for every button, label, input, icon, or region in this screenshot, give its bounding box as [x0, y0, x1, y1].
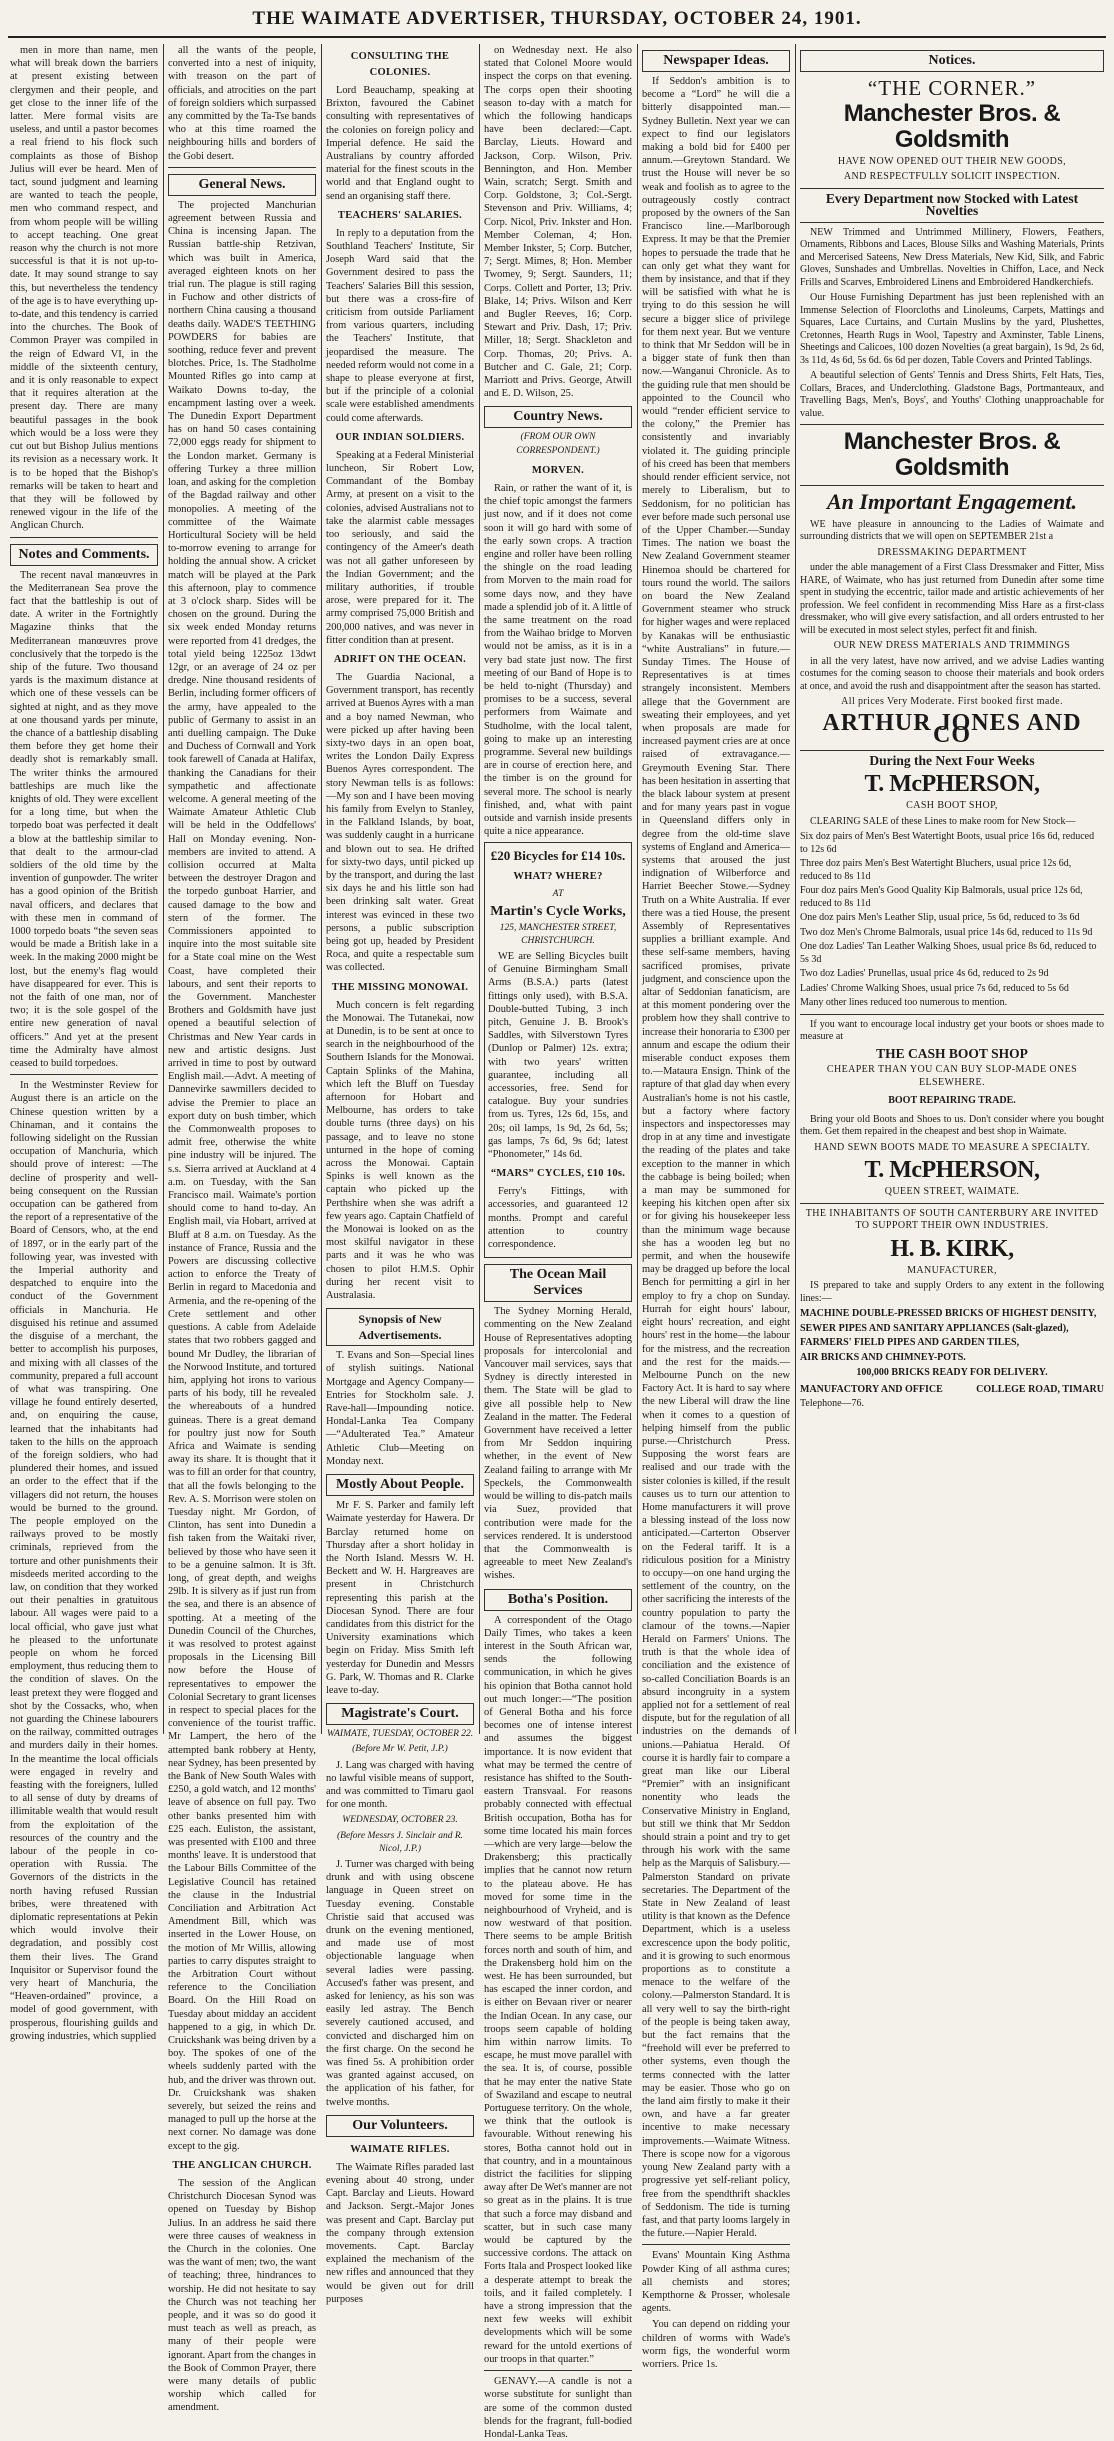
- kirk-heading: H. B. KIRK,: [890, 1235, 1014, 1262]
- column-1: [10, 44, 158, 2042]
- article-body: The Sydney Morning Herald, commenting on the New Zealand House of Representatives adopting proposals for intercolonial and Vancouver mail services, says that Sydney is directly interested in them. The State will be glad to give all possible help to New Zealand in the matter. The Federal Government have received a letter from Mr Seddon inquiring whether, in the event of New Zealand failing to arrange with Mr Speckels, the Commonwealth would be willing to dis-patch mails via Suez, provided that contribution were made for the services rendered. It is understood that the Commonwealth is agreeable to meet New Zealand's wishes.: [484, 1306, 632, 1582]
- article-body: The Guardia Nacional, a Government transport, has recently arrived at Buenos Ayres with a man and a boy named Newman, who were picked up after having been sixty-two days in an open boat, writes the London Daily Express Buenos Ayres correspondent. The story Newman tells is as follows:—My son and I have been moving his family from Evelyn to Stanley, in the Falkland Islands, by boat, was suddenly caught in a hurricane and blown out to sea. He drifted for sixty-two days, until picked up by the transport, and during the last six days he and his little son had been drinking salt water. Great interest was evinced in these two persons, a public subscription being got up, headed by President Roca, and quite a respectable sum was collected.: [326, 671, 474, 974]
- trimmings-heading: OUR NEW DRESS MATERIALS AND TRIMMINGS: [833, 640, 1071, 651]
- bench-line: (Before Messrs J. Sinclair and R. Nicol, J.P.): [336, 1830, 464, 1854]
- article-heading: WAIMATE RIFLES.: [350, 2143, 450, 2155]
- section-heading: General News.: [168, 174, 316, 196]
- notices-heading: Notices.: [800, 50, 1104, 72]
- bicycle-ad-at: AT: [552, 889, 564, 900]
- article-body: Lord Beauchamp, speaking at Brixton, favoured the Cabinet consulting with representatives of the colonies on foreign policy and Imperial defence. He said the Australians by country afforded material for the finest scouts in the world and that England ought to send an organising staff there.: [326, 85, 474, 202]
- hand-sewn-line: HAND SEWN BOOTS MADE TO MEASURE A SPECIALTY.: [814, 1141, 1090, 1153]
- article-body: J. Turner was charged with being drunk and with using obscene language in Queen street on Tuesday evening. Constable Christie said that accused was drunk on the evening mentioned, and made use of most objectionable language when several ladies were passing. Accused's father was present, and asked for leniency, as his son was easily led astray. The Bench severely cautioned accused, and convicted and discharged him on the first charge. On the second he was fined 5s. A prohibition order was granted against accused, on the application of his father, for twelve months.: [326, 1858, 474, 2108]
- article-body: The Waimate Rifles paraded last evening about 40 strong, under Capt. Barclay and Lieuts. Howard and Jackson. Sergt.-Major Jones was present and Capt. Barclay put the company through extension movements. Capt. Barclay explained the mechanism of the new rifles and announced that they would be given out for drill purposes: [326, 2161, 474, 2305]
- article-body: In the Westminster Review for August there is an article on the Chinese question written by a Chinaman, and it contains the following sidelight on the Russian occupation of Manchuria, which should prove of interest: —The decline of prosperity and well-being consequent on the Russian occupation can be gathered from the report of a representative of the Board of Censors, who, at the end of 1897, or in the early part of the following year, was invested with the Imperial authority and despatched to enquire into the conduct of the Government officials in Manchuria. He disguised his retinue and assumed the disguise of a merchant, the better to accomplish his purposes, and mixing with all classes of the community, prepared a full account of what was transpiring. One village he found entirely deserted, and, on enquiring the cause, learned that the inhabitants had taken to the hills on the approach of the foreign soldiers, who had plundered their homes, and issued an order to the effect that if the villagers did not return, the houses would be burned to the ground. The people employed on the railways proved to be mostly criminals, reprieved from the torture and other punishments their misdeeds merited according to the law, on condition that they worked out their penalties in gratuitous labour. All wages were paid to a local official, who gave just what he pleased to the unfortunate people on whom he forced employment, thus reducing them to the condition of slaves. On the least pretext they were flogged and shot by the Cossacks, who, when not guarding the Chinese labourers on the railway, committed outrages and murders daily in their homes. In the meantime the local officials were engaged in revelry and feasting with the foreigners, lulled to all sense of duty by dreams of illimitable wealth that would result from the exploitation of the resources of the country and the labour of the people in co-operation with Russia. The Governors of the districts in the north having refused Russian bribes, were threatened with diplomatic representations at Pekin which would involve their degradation, and possibly cost them their lives. The Grand Inquisitor or Supervisor found the very heart of Manchuria, the “Heaven-ordained” province, a model of good government, with prosperous, flourishing guilds and growing industries, which supplied: [10, 1080, 158, 2042]
- divider: [800, 750, 1104, 751]
- masthead-rule: [8, 36, 1106, 38]
- advert-body: If you want to encourage local industry get your boots or shoes made to measure at: [800, 1018, 1104, 1042]
- list-item: FARMERS' FIELD PIPES AND GARDEN TILES,: [800, 1337, 1020, 1348]
- section-heading: Botha's Position.: [484, 1589, 632, 1611]
- list-item: 100,000 BRICKS READY FOR DELIVERY.: [856, 1367, 1048, 1378]
- column-rule: [479, 44, 480, 1734]
- telephone-line: Telephone—76.: [800, 1398, 865, 1409]
- every-department-heading: Every Department now Stocked with Latest Novelties: [825, 190, 1079, 218]
- prices-line: All prices Very Moderate. First booked first made.: [841, 696, 1063, 707]
- divider: [800, 424, 1104, 425]
- article-body: Rain, or rather the want of it, is the chief topic amongst the farmers just now, and if it does not come soon it will go hard with some of the early sown crops. A traction engine and roller have been rolling the shingle on the road leading from Morven to the main road for some days now, and they have made a splendid job of it. A little of the same treatment on the road from the Waihao bridge to Morven would not be amiss, as it is in a very bad state just now. The first meeting of our Band of Hope is to be held to-night (Thursday) and promises to be a success, several performers from Waimate and Studholme, with the local talent, going to make up an interesting programme. Several new buildings are in course of erection here, and the timber is on the ground for several more. The school is nearly finished, and, what with paint outside and varnish inside presents quite a nice appearance.: [484, 482, 632, 838]
- article-heading: CONSULTING THE COLONIES.: [350, 51, 450, 78]
- article-body: The recent naval manœuvres in the Mediterranean Sea prove the fact that the battleship is out of date. A writer in the Fortnightly Magazine thinks that the Mediterranean manœuvres prove conclusively that the torpedo is the ship of the future. Two thousand yards is the maximum distance at which one of these vessels can be sighted at night, and as they move at one thousand yards per minute, the chance of a battleship disabling them before they get home their deadly shot is remarkably small. The writer thinks the armoured battleships are much like the knights of old. They were excellent for a long time, but when the torpedo boat was perfected it dealt a blow at the battleship similar to that dealt to the armour-clad soldiers of the old time by the invention of gunpowder. The writer has a good opinion of the British naval officers, and declares that with these men in command of 1000 torpedo boats “the seven seas would be made a British lake in a week. In the making 2000 might be lost, but the enemy's flag would have disappeared for ever. This is not the faith of one man, nor of two; it is the sole gospel of the entire new generation of naval officers.” And yet at the present time the Admiralty have almost ceased to build torpedoes.: [10, 569, 158, 1070]
- mcpherson-heading: T. McPHERSON,: [864, 1157, 1040, 1183]
- list-item: MACHINE DOUBLE-PRESSED BRICKS OF HIGHEST DENSITY,: [800, 1308, 1097, 1319]
- article-heading: OUR INDIAN SOLDIERS.: [335, 431, 465, 443]
- article-body: In reply to a deputation from the Southland Teachers' Institute, Sir Joseph Ward said that the Government desired to pass the Teachers' Salaries Bill this session, but there was a cross-fire of criticism from outside Parliament from various quarters, including the Teachers' Institute, that jeopardised the measure. The needed reform would not come in a shape to please everyone at first, but if the principle of a colonial scale were established amendments could come afterwards.: [326, 227, 474, 424]
- column-rule: [163, 44, 164, 1734]
- bicycle-ad-mars: “MARS” CYCLES, £10 10s.: [490, 1168, 626, 1180]
- section-heading: Magistrate's Court.: [326, 1703, 474, 1725]
- article-body: The session of the Anglican Christchurch Diocesan Synod was opened on Tuesday by Bishop Julius. In an address he said there were three causes of weakness in the Church in the colonies. One was the want of men; two, the want of teaching; three, hindrances to worship. He did not hesitate to say the Church was not teaching her people, and it was so do good it must teach as well as preach, as many of their people were ignorant. Apart from the changes in the Book of Common Prayer, there were many details of public worship which called for amendment.: [168, 2177, 316, 2414]
- list-item: Three doz pairs Men's Best Watertight Bluchers, usual price 12s 6d, reduced to 8s 11d: [800, 858, 1072, 882]
- article-continuation: on Wednesday next. He also stated that Colonel Moore would inspect the corps on that evening. The corps open their shooting season to-day with a match for which the following handicaps have been declared:—Capt. Barclay, Lieuts. Howard and Jackson, Corp. Wilson, Priv. Bennington, and Hon. Member Wain, scratch; Sergt. Smith and Corp. Goldstone, 3; Col.-Sergt. Stevenson and Priv. Williams, 4; Corp. Nicol, Priv. Inkster and Hon. Member Coleman, 4; Hon. Member Inkster, 5; Corp. Butcher, 7; Sergt. Mimes, 8; Hon. Member Twomey, 9; Sergt. Saunders, 11; Corps. Collett and Porter, 13; Priv. Blake, 14; Privs. Wilson and Kerr and Bugler Reeves, 16; Corp. Stewart and Priv. Dash, 17; Priv. Miller, 18; Sergt. Shackleton and Corp. Thomas, 20; Privs. A. Butcher and C. Gale, 21; Corp. Marriott and Privs. George, Atwill and E. D. Wilson, 25.: [484, 45, 632, 400]
- list-item: Two doz Men's Chrome Balmorals, usual price 14s 6d, reduced to 11s 9d: [800, 926, 1093, 938]
- list-item: Ladies' Chrome Walking Shoes, usual price 7s 6d, reduced to 5s 6d: [800, 982, 1069, 994]
- clearing-sale: CLEARING SALE of these Lines to make room for New Stock—: [810, 815, 1076, 827]
- factory-label: MANUFACTORY AND OFFICE: [800, 1383, 943, 1395]
- divider: [10, 537, 158, 538]
- column-rule: [321, 44, 322, 1734]
- corner-heading: “THE CORNER.”: [867, 76, 1037, 100]
- article-body: Mr F. S. Parker and family left Waimate yesterday for Hawera. Dr Barclay returned home on Thursday after a short holiday in the North Island. Messrs W. H. Beckett and W. H. Hargreaves are present in Christchurch representing this parish at the Diocesan Synod. There are four candidates from this district for the University examinations which begin on Friday. Miss Smith left yesterday for Dunedin and Messrs G. Park, W. Thomas and R. Clarke leave to-day.: [326, 1500, 474, 1696]
- list-item: One doz Ladies' Tan Leather Walking Shoes, usual price 8s 6d, reduced to 5s 3d: [800, 941, 1097, 965]
- advert-body: IS prepared to take and supply Orders to any extent in the following lines:—: [800, 1280, 1104, 1304]
- list-item: Two doz Ladies' Prunellas, usual price 4s 6d, reduced to 2s 9d: [800, 968, 1049, 979]
- mcpherson-heading: T. McPHERSON,: [864, 771, 1040, 797]
- dateline: WAIMATE, TUESDAY, OCTOBER 22.: [326, 1729, 474, 1740]
- address-line: QUEEN STREET, WAIMATE.: [884, 1186, 1020, 1197]
- advert-body: in all the very latest, have now arrived, and we advise Ladies wanting costumes for the coming season to choose their materials and book orders at once, and avoid the rush and disappointment after the season has started.: [800, 655, 1104, 692]
- advert-body: Bring your old Boots and Shoes to us. Don't consider where you bought them. Get them repaired in the cheapest and best shop in Waimate.: [800, 1113, 1104, 1137]
- divider: [642, 2244, 790, 2245]
- cheaper-line: CHEAPER THAN YOU CAN BUY SLOP-MADE ONES ELSEWHERE.: [826, 1064, 1078, 1088]
- cash-boot-shop-heading: THE CASH BOOT SHOP: [876, 1045, 1028, 1061]
- inspection-line: AND RESPECTFULLY SOLICIT INSPECTION.: [843, 171, 1061, 182]
- bicycle-ad: [484, 842, 632, 1258]
- article-body: A correspondent of the Otago Daily Times, who takes a keen interest in the South African war, sends the following communication, in which he gives his opinion that Botha cannot hold out much longer:—“The position of General Botha and his force becomes one of intense interest and assumes the biggest importance. It is now evident that what may be termed the centre of resistance has shifted to the South-eastern Transvaal. For reasons probably connected with effectual British occupation, Botha has for some time located his main forces—which are very large—below the Drakensberg; this practically implies that he cannot now return to the plateau above. He has moved for some time in the neighbourhood of Vryheid, and is now westward of that position. There seems to be ample British forces north and south of him, and the Drakensberg hold him on the west. He has been surrounded, but has escaped the inner cordon, and is either on Bevaan river or nearer the Indian Ocean. In any case, our troops seem capable of holding him within narrow limits. To escape, he must move parallel with the sea. It is, of course, possible that he may enter the native State of Swaziland and escape to neutral Portuguese territory. On the whole, we think that the outlook is favourable. Without renewing his stores, Botha cannot hold out in that country, and in a mountainous district the facilities for slipping away after De Wet's manner are not so great as in the plains. It is true that such a force may disband and scatter, but in such case many would be captured by the successive cordons. The attack on Forts Itala and Prospect looked like a desperate attempt to break the toils, and it failed completely. I have a strong impression that the next few weeks will exhibit developments which will be some reward for the untold exertions of our troops in that quarter.”: [484, 1614, 632, 2365]
- section-heading: Our Volunteers.: [326, 2115, 474, 2137]
- column-rule: [795, 44, 796, 1734]
- place-heading: MORVEN.: [531, 464, 585, 476]
- article-heading: THE ANGLICAN CHURCH.: [172, 2159, 312, 2171]
- bicycle-ad-address: 125, MANCHESTER STREET, CHRISTCHURCH.: [499, 922, 617, 946]
- engagement-heading: An Important Engagement.: [826, 489, 1077, 514]
- list-item: Six doz pairs of Men's Best Watertight Boots, usual price 16s 6d, reduced to 12s 6d: [800, 831, 1095, 855]
- factory-line: [800, 1384, 1104, 1397]
- section-heading: Newspaper Ideas.: [642, 50, 790, 72]
- tea-advertisement: GENAVY.—A candle is not a worse substitute for sunlight than are some of the common dusted blends for the fragrant, full-bodied Hondal-Lanka Teas.: [484, 2376, 632, 2440]
- bicycle-ad-body: Ferry's Fittings, with accessories, and guaranteed 12 months. Prompt and careful attention to country correspondence.: [488, 1186, 628, 1251]
- byline: (FROM OUR OWN CORRESPONDENT.): [516, 432, 600, 456]
- inhabitants-line: THE INHABITANTS OF SOUTH CANTERBURY ARE INVITED TO SUPPORT THEIR OWN INDUSTRIES.: [805, 1207, 1099, 1231]
- column-5: [642, 44, 791, 2370]
- section-heading: The Ocean Mail Services: [484, 1264, 632, 1302]
- section-heading: Synopsis of New Advertisements.: [326, 1308, 474, 1346]
- column-2: [168, 44, 316, 2414]
- article-body: Speaking at a Federal Ministerial luncheon, Sir Robert Low, Commandant of the Bombay Army, at present on a visit to the colonies, advised Australians not to take the alarmist cable messages too seriously, and said the contingency of the Ameer's death was not all gather unforeseen by the Indian Government; and the military authorities, if trouble arose, were prepared for it. The army comprised 75,000 British and 200,000 natives, and was never in fitter condition than at present.: [326, 449, 474, 646]
- article-body: T. Evans and Son—Special lines of stylish suitings. National Mortgage and Agency Company—Entries for Stockholm sale. J. Rave-hall—Impounding notice. Hondal-Lanka Tea Company—“Adulterated Tea.” Amateur Athletic Club—Meeting on Monday next.: [326, 1350, 474, 1467]
- advert-body: under the able management of a First Class Dressmaker and Fitter, Miss HARE, of Waimate, who has just returned from Dunedin after some time spent in studying the eccentric, tailor made and artistic achievements of her profession. We feel confident in recommending Miss Hare as a first-class dressmaker, who will give every satisfaction, and all orders entrusted to her will be executed in most select styles, perfect fit and finish.: [800, 562, 1104, 636]
- list-item: SEWER PIPES AND SANITARY APPLIANCES (Salt-glazed),: [800, 1322, 1069, 1334]
- article-continuation: all the wants of the people, converted into a nest of iniquity, with treason on the part of officials, and atrocities on the part of foreign soldiers which surpassed any committed by the Ta-Tse bands who at this time roamed the neighbouring hills and borders of the Gobi desert.: [168, 45, 316, 162]
- article-heading: TEACHERS' SALARIES.: [337, 209, 463, 221]
- advertisement-column: [800, 44, 1104, 1734]
- bicycle-ad-body: WE are Selling Bicycles built of Genuine Birmingham Small Arms (B.S.A.) parts (latest fittings only used), with B.S.A. Double-butted Tubing, 3 inch pitch, Genuine J. B. Brook's Saddles, with Silverstown Tyres (Dunlop or Palmer) 12s. extra; with two years' written guarantee, including all accessories, free. Send for catalogue. Buy your sundries from us. Tyres, 12s 6d, 15s, and 20s; oil lamps, 1s 9d, 2s 6d, 5s; gas lamps, 7s 6d, 9s 6d; latest “Phonometer,” 14s 6d.: [488, 950, 628, 1161]
- new-goods-line: HAVE NOW OPENED OUT THEIR NEW GOODS,: [837, 155, 1067, 167]
- worm-advertisement: You can depend on ridding your children of worms with Wade's worm figs, the wonderful worm worriers. Price 1s.: [642, 2319, 790, 2370]
- divider: [10, 1074, 158, 1075]
- section-heading: Notes and Comments.: [10, 544, 158, 566]
- advert-body: Our House Furnishing Department has just been replenished with an Immense Selection of Floorcloths and Linoleums, Carpets, Mattings and Squares, Lace Curtains, and Curtain Muslins by the yard, Plushettes, Cretonnes, Hearth Rugs in Wool, Tapestry and Axminster, Table Linens, Sheetings and Calicoes, 100 dozen Novelties (a great bargain), 1s 9d, 2s 6d, 3s 11d, 4s 6d, 5s 6d. 6s 6d per dozen, Table Covers and Printed Tablings.: [800, 292, 1104, 366]
- article-body: J. Lang was charged with having no lawful visible means of support, and was committed to Timaru gaol for one month.: [326, 1759, 474, 1811]
- kirk-list: [800, 1308, 1104, 1380]
- divider: [800, 1014, 1104, 1015]
- manchester-bros-heading: Manchester Bros. & Goldsmith: [843, 428, 1061, 481]
- column-3: [326, 44, 474, 2305]
- article-heading: ADRIFT ON THE OCEAN.: [333, 653, 467, 665]
- divider: [800, 1203, 1104, 1204]
- advert-body: NEW Trimmed and Untrimmed Millinery, Flowers, Feathers, Ornaments, Ribbons and Laces, Blouse Silks and Washing Materials, Prints and Mercerised Sateens, New Dress Materials, New Kid, Silk, and Fabric Gloves, Sunshades and Umbrellas. Novelties in Chiffon, Lace, and Neck Frills and Scarves, Embroidered Linens and Embroidered Handkerchiefs.: [800, 226, 1104, 288]
- article-heading: THE MISSING MONOWAI.: [331, 981, 469, 993]
- list-item: AIR BRICKS AND CHIMNEY-POTS.: [800, 1351, 966, 1363]
- factory-location: COLLEGE ROAD, TIMARU: [976, 1383, 1104, 1395]
- list-item: Many other lines reduced too numerous to mention.: [800, 997, 1008, 1008]
- clearing-list: [800, 831, 1104, 1010]
- dateline: WEDNESDAY, OCTOBER 23.: [342, 1815, 458, 1826]
- divider: [800, 222, 1104, 223]
- cash-shop-line: CASH BOOT SHOP,: [906, 800, 998, 811]
- bicycle-ad-shop: Martin's Cycle Works,: [490, 903, 626, 919]
- advert-body: A beautiful selection of Gents' Tennis and Dress Shirts, Felt Hats, Ties, Collars, Braces, and Underclothing. Gladstone Bags, Portmanteaux, and Travelling Bags, Men's, Boys', and Youths' Clothing unapproachable for value.: [800, 370, 1104, 419]
- list-item: Four doz pairs Men's Good Quality Kip Balmorals, usual price 12s 6d, reduced to 8s 11d: [800, 885, 1083, 909]
- manufacturer-line: MANUFACTURER,: [907, 1264, 997, 1276]
- repairing-heading: BOOT REPAIRING TRADE.: [888, 1095, 1016, 1106]
- article-body: The projected Manchurian agreement between Russia and China is incensing Japan. The Russian battle-ship Retzivan, which was built in America, averaged eighteen knots on her trial run. The plague is still raging in Fuchow and other districts of northern China causing a thousand deaths daily. WADE'S TEETHING POWDERS for babies are soothing, reduce fever and prevent blotches. Price, 1s. The Stadholme Mounted Rifles go into camp at Waikato Downs to-day, the encampment lasting over a week. The Dunedin Export Department has on hand 50 cases containing 72,000 eggs ready for shipment to the London market. Germany is offering Turkey a three million loan, and asking for the completion of the Bagdad railway and other monopolies. A meeting of the committee of the Waimate Horticultural Society will be held to-morrow evening to arrange for holding the annual show. A cricket match will be played at the Park this afternoon, play to commence at 3 o'clock sharp. Sides will be chosen on the ground. During the six week ended Monday returns were reported from 41 dredges, the total yield being 1225oz 13dwt 12gr, or an average of 24 oz per dredge. Nine thousand residents of Berlin, including former officers of the army, have appealed to the public of Germany to assist in an anti duelling campaign. The Duke and Duchess of Cornwall and York took farewell of Canada at Halifax, thanking the Canadians for their sympathetic and affectionate welcome. A general meeting of the Waimate Amateur Athletic Club will be held in the Oddfellows' Hall on Monday evening. Non-members are invited to attend. A collision occurred at Malta between the destroyer Dragon and the torpedo gunboat Harrier, and caused damage to the bow and stern of the former. The Commissioners appointed to inquire into the most suitable site for a State coal mine on the West Coast, have completed their labours, and sent their reports to the Government. Manchester Brothers and Goldsmith have just opened a beautiful selection of Christmas and New Year cards in new and artistic designs. Just arrived in time to post by outward English mail.—Advt. A meeting of Dannevirke sawmillers decided to advise the Premier to place an export duty on bush timber, which the Commonwealth proposes to admit free, otherwise the white pine industry will be injured. The s.s. Sierra arrived at Auckland at 4 a.m. on Tuesday, with the San Francisco mail. Waimate's portion should come to hand to-day. An English mail, via Hobart, arrived at Bluff at 8 a.m. on Tuesday. As the instance of France, Russia and the Powers are discussing collective action to enforce the Treaty of Berlin in regard to Macedonia and Armenia, and the re-opening of the Crete settlement and other questions. A cable from Adelaide states that two robbers gagged and bound Mr Dudley, the librarian of the Norwood Institute, and tortured him, applying hot irons to various parts of his body, till he revealed the whereabouts of a hundred guineas. There is a great demand for poultry just now for South Africa and Waimate is sending away its share. It is thought that it was to fill an order for that country, that all the fowls belonging to the Rev. A. S. Morrison were stolen on Tuesday night. Mr Gordon, of Clinton, has sent into Dunedin a fish taken from the Waitaki river, believed by those who have seen it to be a genuine salmon. It is 3ft. long, of great depth, and weighs 29lb. It is silvery as if just run from the sea, and there is an absence of spotting. At a meeting of the Dunedin Council of the Churches, it was resolved to protest against proposals in the Licensing Bill now before the House of representatives to empower the Colonial Secretary to grant licenses in respect to special places for the convenience of the tourist traffic. Mr Lampert, the hero of the attempted bank robbery at Henty, near Sydney, has been presented by the Bank of New South Wales with £250, a gold watch, and 12 months' leave of absence on full pay. Two other banks presented him with £25 each. Euliston, the assistant, was presented with £100 and three months' leave. It is understood that the Labour Bills Committee of the Legislative Council has retained the clause in the Industrial Conciliation and Arbitration Act Amendment Bill, which was inserted in the Lower House, on the motion of Mr Willis, allowing parties to carry disputes straight to the Arbitration Court without reference to the Conciliation Board. On the Hill Road on Tuesday about midday an accident happened to a gig, in which Dr. Cruickshank was being driven by a boy. The spokes of one of the wheels suddenly parted with the hub, and the driver was thrown out. Dr. Cruickshank was shaken severely, but seized the reins and managed to pull up the horse at the next corner. No damage was done except to the gig.: [168, 199, 316, 2152]
- section-heading: Country News.: [484, 406, 632, 428]
- divider: [800, 485, 1104, 486]
- bench-line: (Before Mr W. Petit, J.P.): [352, 1744, 448, 1755]
- column-rule: [637, 44, 638, 1734]
- advert-body: WE have pleasure in announcing to the Ladies of Waimate and surrounding districts that we will open on SEPTEMBER 21st a: [800, 518, 1104, 542]
- asthma-advertisement: Evans' Mountain King Asthma Powder King of all asthma cures; all chemists and stores; Kempthorne & Prosser, wholesale agents.: [642, 2250, 790, 2315]
- arthur-jones-heading: ARTHUR JONES AND CO: [822, 709, 1082, 748]
- list-item: One doz pairs Men's Leather Slip, usual price, 5s 6d, reduced to 3s 6d: [800, 912, 1080, 923]
- bicycle-ad-question: WHAT? WHERE?: [513, 871, 603, 883]
- masthead: THE WAIMATE ADVERTISER, THURSDAY, OCTOBER 24, 1901.: [252, 8, 862, 29]
- article-body: If Seddon's ambition is to become a “Lord” he will die a bitterly disappointed man.—Sydney Bulletin. Next year we can expect to find our legislators making a bold bid for £400 per annum.—Greytown Standard. We trust the House will never be so weak and foolish as to agree to the outrageously costly contract proposed by the owners of the San Francisco line.—Marlborough Express. It may be that the Premier hopes to persuade the trade that he can only get what they want for them by insistance, and that if they will be satisfied with what he is trying to do this session he will secure a bigger slice of privilege for them next year. But we venture to think that Mr Seddon will be in a bigger state of funk then than now.—Wanganui Chronicle. As to the guiding rule that men should be appointed to the Council who would “render efficient service to the colony,” the Premier has consistently and invariably violated it. The guiding principle of his creed has been that members should render efficient service, not merely to Liberalism, but to Seddonism, for no politician has ever before made such personal use of the Upper Chamber.—Sunday Times. The nation we boast the New Zealand Government steamer Hinemoa should be chartered for tours round the world. The sailors on board the New Zealand Government steamer who struck for higher wages and were replaced by Kanakas will be enthusiastic “white Australians” in future.—Sunday Times. The House of Representatives is at times strangely inconsistent. Members allege that the Government are sweating their employees, and yet when proposals are made for increased payment cries are at once raised of extravagance.—Greymouth Evening Star. There has been hesitation in asserting that the black labour system at present and for many years past in vogue in Queensland differs only in degree from the old-time slave systems of England and America—systems that aroused the just indignation of Wilberforce and Harriet Beecher Stowe.—Sydney Truth on a White Australia. If ever there was a tied House, the present Assembly of Representatives supplies a brilliant example. And these self-same members, having sacrificed promises, private judgment, and conscience upon the altar of Seddonian fanaticism, are at this moment pondering over the problem how they shall contrive to increase their honoraria to £300 per annum and escape the odium their miserable conduct exposes them to.—Mataura Ensign. Think of the rapture of that glad day when every Australian's home is not his castle, but a factory where factory inspectors and inspectoresses may drop in at any time and investigate the reading of the plates and take exception to the manner in which the cabbage is being boiled; when a man may be summoned for keeping his kitchen open after six or for giving his housekeeper less than the minimum wage because she has a wooden leg but no permit, and when the housewife may be dragged up before the local Bench for permitting a girl in her employ to fry a chop on Sunday. Hurrah for eight hours' labour, eight hours' recreation, and eight hours' rest in the home—the labour for the mistress, and the recreation and the rest for the maids.—Melbourne Punch on the new Factory Act. It is hard to say where the new Liberal will draw the line when it comes to a question of helping himself from the public purse.—Christchurch Press. Supposing the worst fears are realised and our trade with the sister colonies is killed, if the result causes us to turn our attention to Home manufacturers it will prove a blessing instead of the loss now anticipated.—Carterton Observer on the Federal tariff. It is a ridiculous position for a Ministry to occupy—on one hand urging the settlement of the country, on the other sacrificing the interests of the country population to party the clamour of the towns.—Napier Herald on Farmers' Unions. The truth is that the whole idea of conciliation and the existence of so-called Conciliation Boards is an absurd incongruity in a system applied not for a settlement of real dispute, but for the regulation of all industries on the demands of unions.—Pahiatua Herald. Of course it is hardly fair to compare a great man like our Liberal “Premier” with an insignificant nonentity who leads the Conservative Ministry in England, but still we think that Mr Seddon should strain a point and try to get through his work with the same help as the Marquis of Salisbury.—Palmerston Standard on private secretaries. The Department of the State in New Zealand of least utility is that known as the Defence Department, which is a useless excrescence upon the body politic, and it is growing to such enormous proportions as to constitute a menace to the welfare of the colony.—Palmerston Standard. It is all very well to say the birth-right of the people is being taken away, but the fact remains that the “freehold will ever be preferred to other systems, even though the terms connected with the latter may be easier. Those who go on the land aim firstly to make it their own, and have a far greater incentive to make necessary improvements.—Waimate Witness. There is scope now for a vigorous young New Zealand party with a progressive yet self-reliant policy, free from the spendthrift shackles of Seddonism. The tide is turning fast, and that party looms largely in the future.—Napier Herald.: [642, 76, 791, 2240]
- article-continuation: men in more than name, men what will break down the barriers at present existing between clergymen and their people, and get close to the inner life of the latter. Mere formal visits are useless, and until a pastor becomes a real friend to his flock such complaints as those of Bishop Julius will ever be heard. Men of tact, sound judgment and learning are wanted to teach the people, men who command respect, and from whom people will be willing to accept teaching. One great reason why the church is not more successful is that it is not up-to-date. It may sound strange to say this, but nevertheless the tendency of the age is to have everything up-to-date, and this tendency is carried into the churches. The Book of Common Prayer was compiled in the reign of Edward VI, in the middle of the sixteenth century, and it is only reasonable to expect that it requires alteration at the present day. There are many beautiful passages in the book which would be a loss were they cut out but Bishop Julius mentions its revision as a necessary work. It is to be hoped that the Bishop's remarks will be taken to heart and that they will be followed by renewed vigour in the life of the Anglican Church.: [10, 45, 158, 532]
- manchester-bros-heading: Manchester Bros. & Goldsmith: [843, 99, 1061, 153]
- divider: [484, 2370, 632, 2371]
- column-4: [484, 44, 632, 2440]
- bicycle-ad-title: £20 Bicycles for £14 10s.: [490, 848, 626, 864]
- article-body: Much concern is felt regarding the Monowai. The Tutanekai, now at Dunedin, is to be sent at once to search in the neighbourhood of the Southern Islands for the Monowai. Captain Splinks of the Mahina, which left the Bluff on Tuesday afternoon for Hobart and Melbourne, has orders to take double turns (three days) on his passage, and to leave no stone unturned in the hope of coming across the Monowai. Captain Spinks is well known as the captain who picked up the Perthshire when she was adrift a few years ago. Captain Chatfield of the Monowai is looked on as the most skilful navigator in these parts and it was he who was chosen to pilot H.M.S. Ophir during her recent visit to Australasia.: [326, 999, 474, 1302]
- section-heading: Mostly About People.: [326, 1474, 474, 1496]
- divider: [168, 167, 316, 168]
- divider: [800, 188, 1104, 189]
- dressmaking-heading: DRESSMAKING DEPARTMENT: [877, 546, 1027, 558]
- four-weeks-heading: During the Next Four Weeks: [869, 752, 1035, 768]
